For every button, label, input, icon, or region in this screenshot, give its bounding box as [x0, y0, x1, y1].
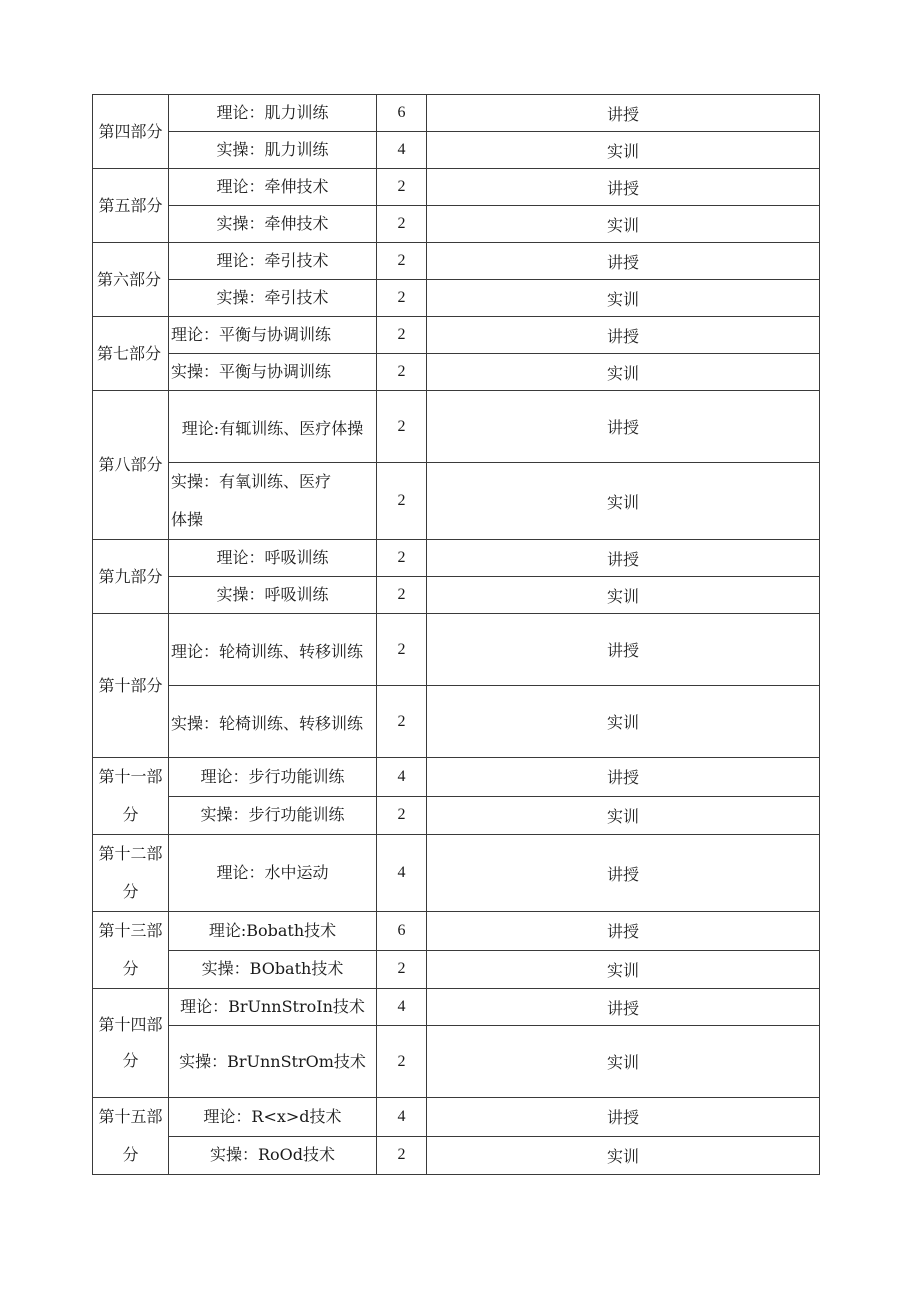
content-cell: 理论：步行功能训练 — [169, 758, 377, 797]
content-cell: 实操：有氧训练、医疗体操 — [169, 463, 377, 540]
part-cell: 第十五部分 — [93, 1098, 169, 1175]
hours-cell: 6 — [377, 912, 427, 951]
method-cell: 讲授 — [427, 540, 820, 577]
table-row — [93, 835, 820, 912]
hours-cell: 2 — [377, 1026, 427, 1098]
part-cell: 第十一部分 — [93, 758, 169, 835]
content-cell: 理论：牵引技术 — [169, 243, 377, 280]
hours-cell: 2 — [377, 169, 427, 206]
hours-cell: 2 — [377, 540, 427, 577]
method-cell: 讲授 — [427, 1098, 820, 1137]
hours-cell: 2 — [377, 463, 427, 540]
part-cell: 第七部分 — [93, 317, 169, 391]
content-cell: 实操：牵伸技术 — [169, 206, 377, 243]
content-cell: 实操：BrUnnStrOm技术 — [169, 1026, 377, 1098]
table-row — [93, 280, 820, 317]
hours-cell: 2 — [377, 686, 427, 758]
content-cell: 实操：BObath技术 — [169, 950, 377, 989]
hours-cell: 2 — [377, 354, 427, 391]
content-cell: 理论：牵伸技术 — [169, 169, 377, 206]
content-cell: 实操：肌力训练 — [169, 132, 377, 169]
table-row — [93, 540, 820, 577]
part-cell: 第六部分 — [93, 243, 169, 317]
hours-cell: 2 — [377, 796, 427, 835]
part-cell: 第九部分 — [93, 540, 169, 614]
method-cell: 讲授 — [427, 391, 820, 463]
content-cell: 实操：步行功能训练 — [169, 796, 377, 835]
content-cell: 理论：水中运动 — [169, 835, 377, 912]
table-row — [93, 391, 820, 463]
hours-cell: 2 — [377, 317, 427, 354]
part-cell: 第八部分 — [93, 391, 169, 540]
method-cell: 实训 — [427, 1026, 820, 1098]
hours-cell: 4 — [377, 1098, 427, 1137]
method-cell: 实训 — [427, 950, 820, 989]
part-cell: 第四部分 — [93, 95, 169, 169]
method-cell: 实训 — [427, 132, 820, 169]
method-cell: 讲授 — [427, 614, 820, 686]
table-row — [93, 95, 820, 132]
table-row — [93, 950, 820, 989]
content-cell: 理论：轮椅训练、转移训练 — [169, 614, 377, 686]
hours-cell: 4 — [377, 132, 427, 169]
method-cell: 讲授 — [427, 243, 820, 280]
method-cell: 实训 — [427, 796, 820, 835]
part-cell: 第十二部分 — [93, 835, 169, 912]
hours-cell: 2 — [377, 577, 427, 614]
table-row — [93, 243, 820, 280]
method-cell: 讲授 — [427, 169, 820, 206]
hours-cell: 2 — [377, 950, 427, 989]
method-cell: 讲授 — [427, 989, 820, 1026]
method-cell: 讲授 — [427, 912, 820, 951]
hours-cell: 2 — [377, 280, 427, 317]
content-cell: 理论：R<x>d技术 — [169, 1098, 377, 1137]
content-cell: 实操：RoOd技术 — [169, 1136, 377, 1175]
table-row — [93, 758, 820, 797]
content-cell: 实操：呼吸训练 — [169, 577, 377, 614]
part-cell: 第十四部分 — [93, 989, 169, 1098]
part-cell: 第十三部分 — [93, 912, 169, 989]
table-row — [93, 577, 820, 614]
hours-cell: 2 — [377, 206, 427, 243]
hours-cell: 4 — [377, 835, 427, 912]
table-row — [93, 169, 820, 206]
table-row — [93, 132, 820, 169]
hours-cell: 2 — [377, 391, 427, 463]
content-cell: 理论:有辄训练、医疗体操 — [169, 391, 377, 463]
hours-cell: 2 — [377, 1136, 427, 1175]
method-cell: 实训 — [427, 577, 820, 614]
table-row — [93, 206, 820, 243]
hours-cell: 4 — [377, 989, 427, 1026]
method-cell: 实训 — [427, 354, 820, 391]
table-row — [93, 989, 820, 1026]
table-row — [93, 796, 820, 835]
table-row — [93, 463, 820, 540]
hours-cell: 4 — [377, 758, 427, 797]
table-row — [93, 1136, 820, 1175]
table-row — [93, 686, 820, 758]
hours-cell: 2 — [377, 614, 427, 686]
content-cell: 实操：牵引技术 — [169, 280, 377, 317]
hours-cell: 6 — [377, 95, 427, 132]
course-schedule-table — [92, 94, 820, 1175]
part-cell: 第十部分 — [93, 614, 169, 758]
table-row — [93, 317, 820, 354]
content-cell: 理论：呼吸训练 — [169, 540, 377, 577]
table-row — [93, 912, 820, 951]
content-cell: 实操：平衡与协调训练 — [169, 354, 377, 391]
part-cell: 第五部分 — [93, 169, 169, 243]
hours-cell: 2 — [377, 243, 427, 280]
method-cell: 讲授 — [427, 835, 820, 912]
method-cell: 实训 — [427, 463, 820, 540]
method-cell: 讲授 — [427, 317, 820, 354]
content-cell: 理论：平衡与协调训练 — [169, 317, 377, 354]
content-cell: 理论：BrUnnStroIn技术 — [169, 989, 377, 1026]
method-cell: 实训 — [427, 206, 820, 243]
content-cell: 理论：肌力训练 — [169, 95, 377, 132]
method-cell: 实训 — [427, 1136, 820, 1175]
table-row — [93, 614, 820, 686]
table-row — [93, 1026, 820, 1098]
table-row — [93, 1098, 820, 1137]
table-row — [93, 354, 820, 391]
content-cell: 理论:Bobath技术 — [169, 912, 377, 951]
method-cell: 实训 — [427, 686, 820, 758]
method-cell: 讲授 — [427, 758, 820, 797]
method-cell: 实训 — [427, 280, 820, 317]
content-cell: 实操：轮椅训练、转移训练 — [169, 686, 377, 758]
method-cell: 讲授 — [427, 95, 820, 132]
